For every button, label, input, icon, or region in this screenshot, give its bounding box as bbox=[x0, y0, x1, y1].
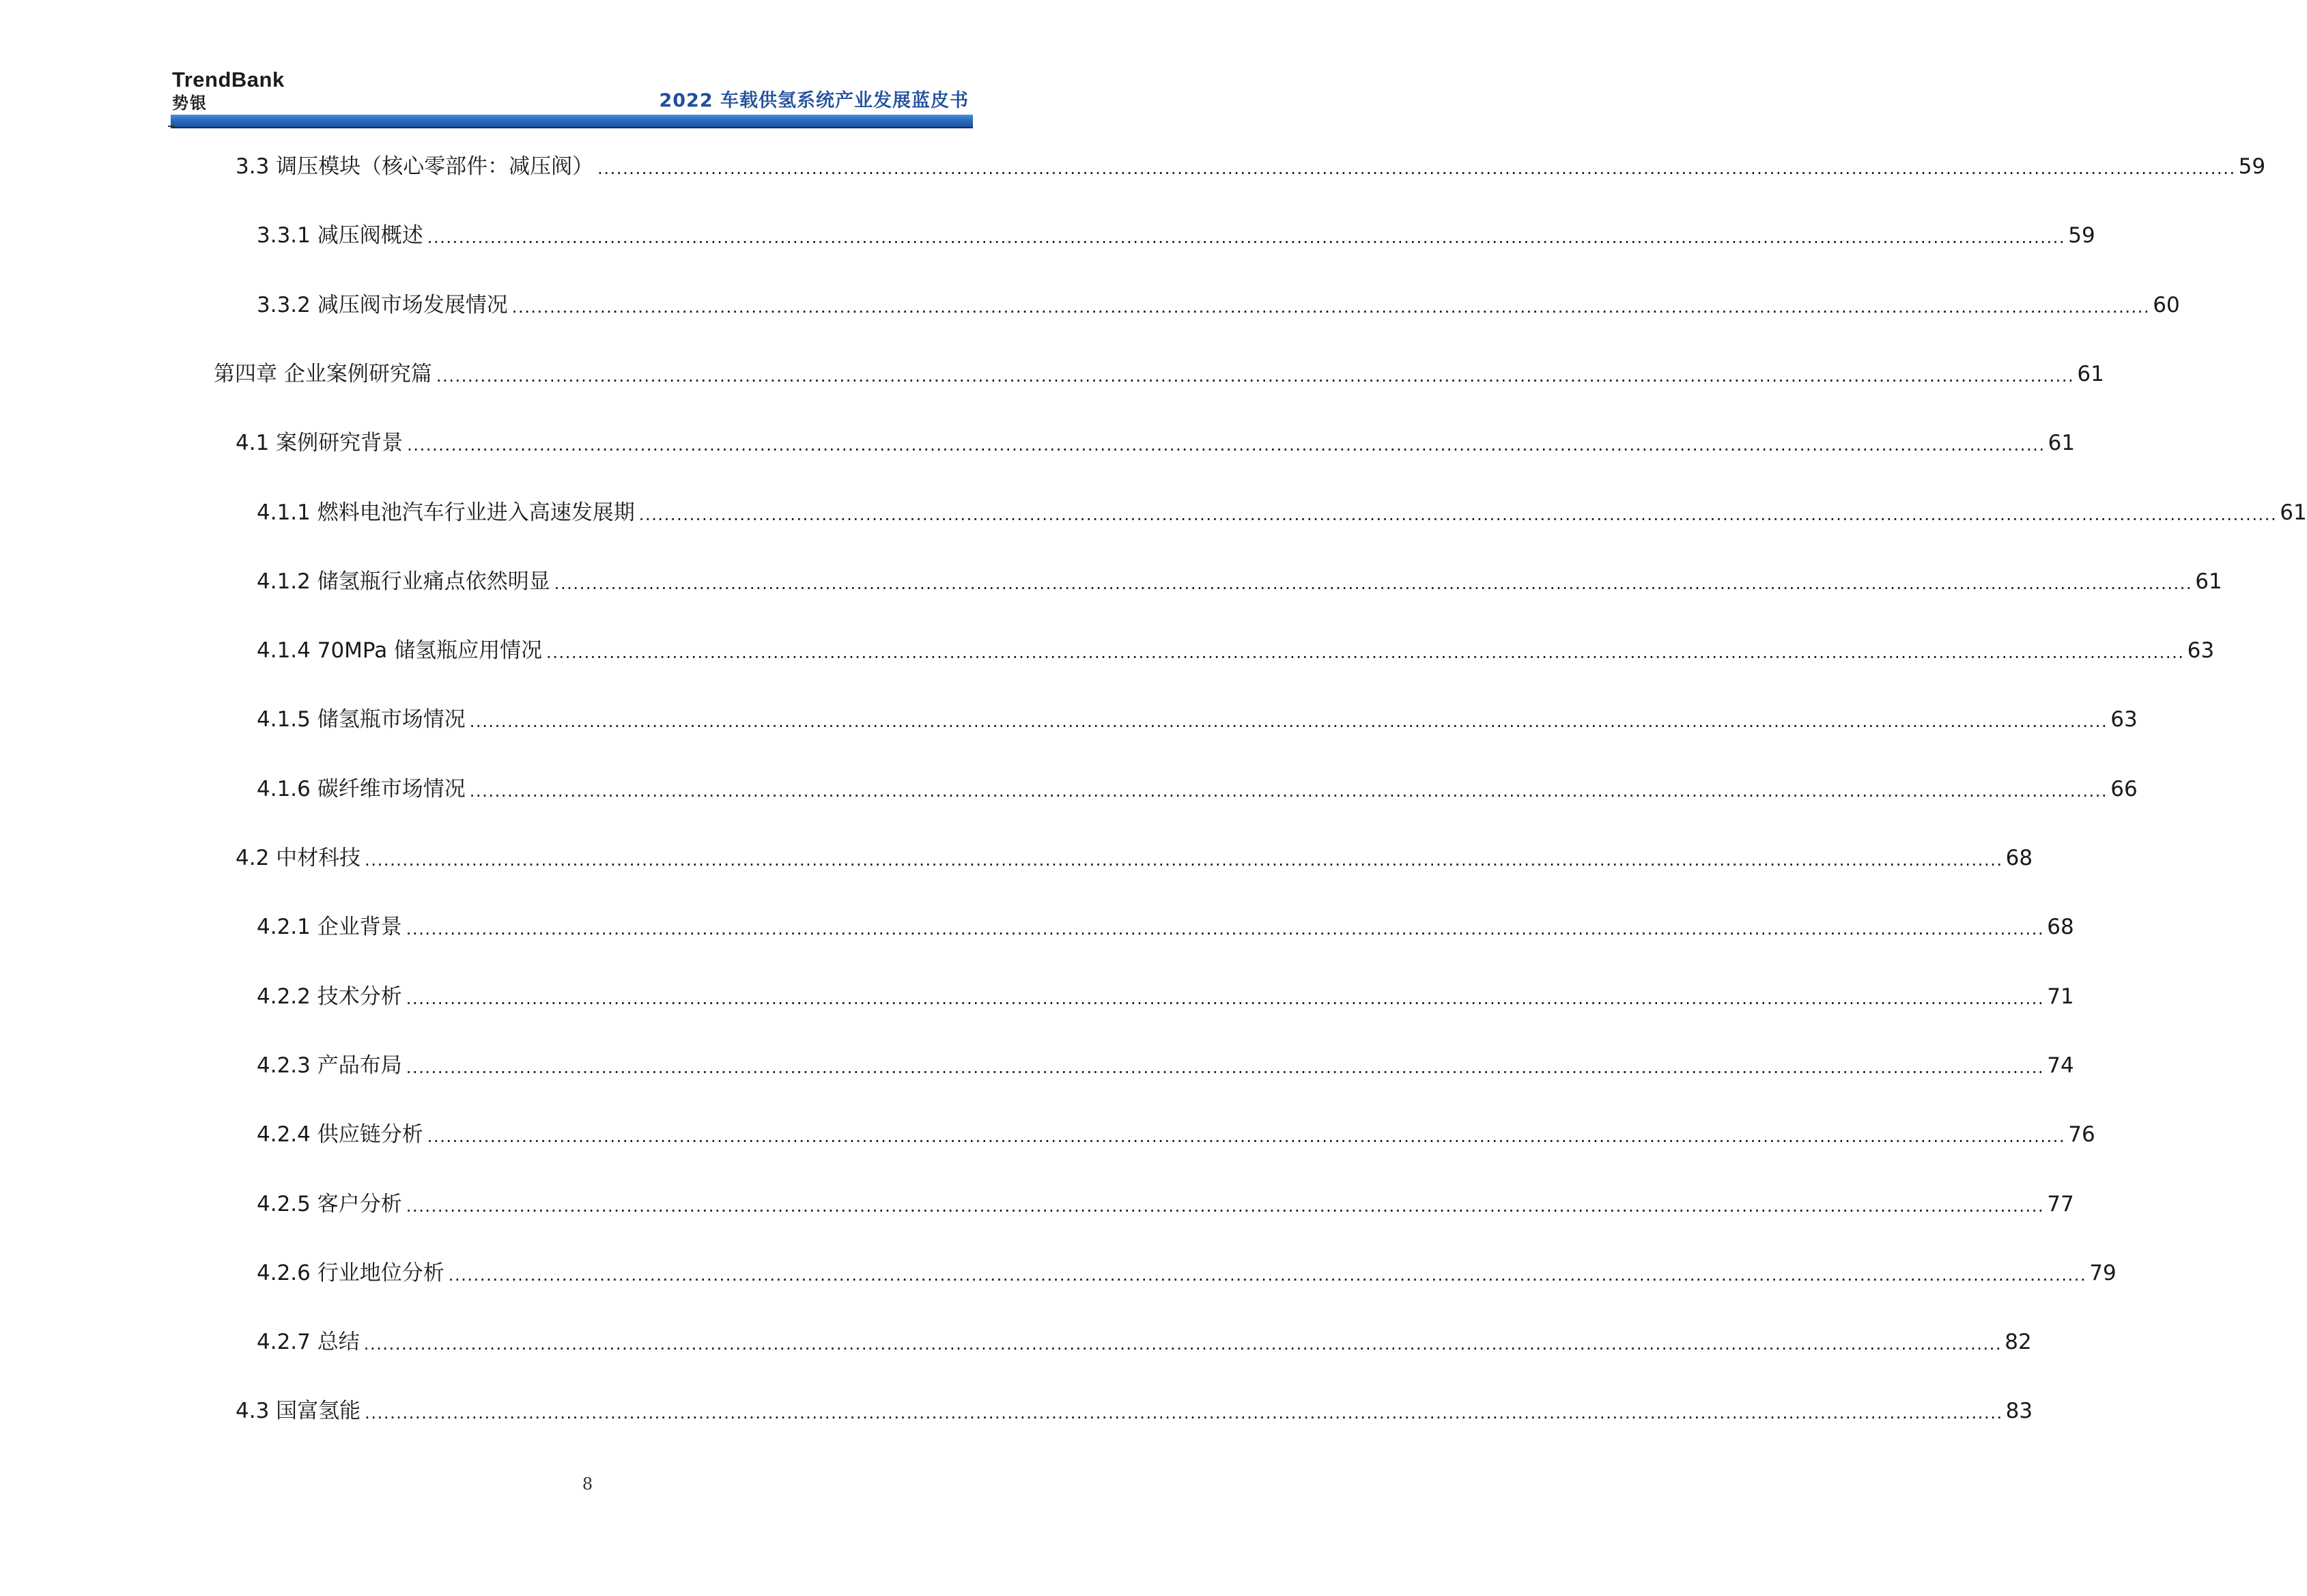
header-divider bbox=[171, 115, 973, 128]
toc-leader-dots: .................................................................................................................................................................................................................................................................... bbox=[597, 159, 2236, 178]
toc-leader-dots: .................................................................................................................................................................................................................................................................... bbox=[448, 1265, 2087, 1285]
toc-entry-page: 59 bbox=[2068, 223, 2095, 248]
toc-entry-page: 76 bbox=[2068, 1122, 2095, 1148]
toc-entry-page: 68 bbox=[2005, 846, 2033, 870]
toc-entry-page: 63 bbox=[2110, 707, 2138, 732]
toc-entry[interactable] bbox=[257, 219, 2095, 252]
toc-entry[interactable] bbox=[257, 1188, 2074, 1221]
toc-entry[interactable] bbox=[236, 427, 2076, 459]
toc-leader-dots: .................................................................................................................................................................................................................................................................... bbox=[469, 712, 2108, 732]
toc-entry-page: 61 bbox=[2280, 500, 2307, 525]
toc-entry-label: 4.2 中材科技 bbox=[236, 846, 361, 870]
toc-entry[interactable] bbox=[236, 1395, 2033, 1427]
toc-leader-dots: .................................................................................................................................................................................................................................................................... bbox=[436, 366, 2075, 386]
toc-leader-dots: .................................................................................................................................................................................................................................................................... bbox=[554, 573, 2193, 593]
toc-entry-label: 4.1.6 碳纤维市场情况 bbox=[257, 776, 466, 801]
toc-entry-label: 3.3.2 减压阀市场发展情况 bbox=[257, 292, 508, 317]
toc-leader-dots: .................................................................................................................................................................................................................................................................... bbox=[406, 920, 2045, 939]
toc-entry-label: 4.1.1 燃料电池汽车行业进入高速发展期 bbox=[257, 500, 635, 525]
toc-entry-page: 79 bbox=[2089, 1260, 2117, 1285]
toc-leader-dots: .................................................................................................................................................................................................................................................................... bbox=[406, 1057, 2045, 1077]
toc-leader-dots: .................................................................................................................................................................................................................................................................... bbox=[546, 643, 2185, 663]
toc-entry-label: 3.3 调压模块（核心零部件：减压阀） bbox=[236, 154, 594, 179]
toc-entry[interactable] bbox=[236, 150, 2266, 183]
toc-leader-dots: .................................................................................................................................................................................................................................................................... bbox=[406, 1196, 2045, 1216]
toc-entry[interactable] bbox=[257, 496, 2307, 529]
toc-leader-dots: .................................................................................................................................................................................................................................................................... bbox=[363, 1335, 2002, 1354]
toc-leader-dots: .................................................................................................................................................................................................................................................................... bbox=[407, 436, 2046, 455]
toc-entry-page: 83 bbox=[2005, 1399, 2033, 1424]
toc-entry-page: 66 bbox=[2110, 776, 2138, 801]
trendbank-logo bbox=[172, 68, 302, 113]
toc-leader-dots: .................................................................................................................................................................................................................................................................... bbox=[638, 504, 2278, 524]
toc-entry[interactable] bbox=[257, 634, 2215, 667]
toc-entry-label: 4.2.1 企业背景 bbox=[257, 915, 402, 940]
toc-entry-page: 61 bbox=[2048, 431, 2076, 456]
logo-text-en: TrendBank bbox=[172, 68, 285, 91]
toc-entry-label: 4.1 案例研究背景 bbox=[236, 431, 404, 456]
toc-leader-dots: .................................................................................................................................................................................................................................................................... bbox=[469, 781, 2108, 801]
toc-entry-page: 61 bbox=[2077, 361, 2104, 386]
toc-entry-page: 59 bbox=[2238, 154, 2266, 179]
toc-entry-label: 4.1.2 储氢瓶行业痛点依然明显 bbox=[257, 569, 550, 594]
toc-entry-label: 4.2.6 行业地位分析 bbox=[257, 1260, 444, 1285]
toc-entry-label: 4.3 国富氢能 bbox=[236, 1399, 361, 1424]
toc-entry-page: 82 bbox=[2005, 1330, 2032, 1355]
toc-entry[interactable] bbox=[257, 289, 2180, 322]
toc-entry-label: 4.2.2 技术分析 bbox=[257, 984, 402, 1009]
toc-entry-label: 4.2.5 客户分析 bbox=[257, 1191, 402, 1216]
toc-entry[interactable] bbox=[257, 1049, 2074, 1082]
toc-entry-label: 4.1.5 储氢瓶市场情况 bbox=[257, 707, 466, 732]
toc-leader-dots: .................................................................................................................................................................................................................................................................... bbox=[406, 988, 2045, 1008]
toc-entry-label: 4.1.4 70MPa 储氢瓶应用情况 bbox=[257, 638, 543, 664]
toc-entry-page: 61 bbox=[2195, 569, 2222, 594]
toc-entry[interactable] bbox=[257, 1118, 2095, 1151]
toc-entry-label: 3.3.1 减压阀概述 bbox=[257, 223, 423, 248]
toc-entry[interactable] bbox=[257, 1326, 2032, 1358]
toc-leader-dots: .................................................................................................................................................................................................................................................................... bbox=[365, 1403, 2003, 1423]
toc-entry[interactable] bbox=[257, 703, 2138, 736]
toc-entry-label: 4.2.7 总结 bbox=[257, 1330, 360, 1355]
toc-entry-page: 77 bbox=[2047, 1191, 2074, 1216]
toc-entry[interactable] bbox=[257, 1257, 2117, 1289]
toc-leader-dots: .................................................................................................................................................................................................................................................................... bbox=[511, 297, 2151, 317]
toc-entry[interactable] bbox=[257, 911, 2074, 943]
toc-entry-page: 74 bbox=[2047, 1053, 2074, 1078]
logo-text-cn: 势银 bbox=[172, 94, 208, 113]
toc-entry[interactable] bbox=[257, 565, 2222, 598]
toc-leader-dots: .................................................................................................................................................................................................................................................................... bbox=[427, 1127, 2066, 1147]
toc-entry[interactable] bbox=[214, 358, 2104, 390]
toc-entry[interactable] bbox=[236, 842, 2033, 874]
toc-leader-dots: .................................................................................................................................................................................................................................................................... bbox=[427, 228, 2066, 248]
toc-entry-page: 63 bbox=[2187, 638, 2215, 664]
page-number: 8 bbox=[582, 1474, 593, 1494]
toc-entry-label: 第四章 企业案例研究篇 bbox=[214, 361, 432, 386]
toc-entry-label: 4.2.4 供应链分析 bbox=[257, 1122, 423, 1148]
header-divider-tick bbox=[168, 126, 175, 127]
toc-leader-dots: .................................................................................................................................................................................................................................................................... bbox=[365, 851, 2003, 870]
document-title: 2022 车载供氢系统产业发展蓝皮书 bbox=[659, 90, 969, 111]
toc-entry-page: 71 bbox=[2047, 984, 2074, 1009]
toc-entry-label: 4.2.3 产品布局 bbox=[257, 1053, 402, 1078]
toc-entry-page: 68 bbox=[2047, 915, 2074, 940]
toc-entry[interactable] bbox=[257, 980, 2074, 1013]
toc-entry[interactable] bbox=[257, 773, 2138, 806]
toc-entry-page: 60 bbox=[2153, 292, 2180, 317]
